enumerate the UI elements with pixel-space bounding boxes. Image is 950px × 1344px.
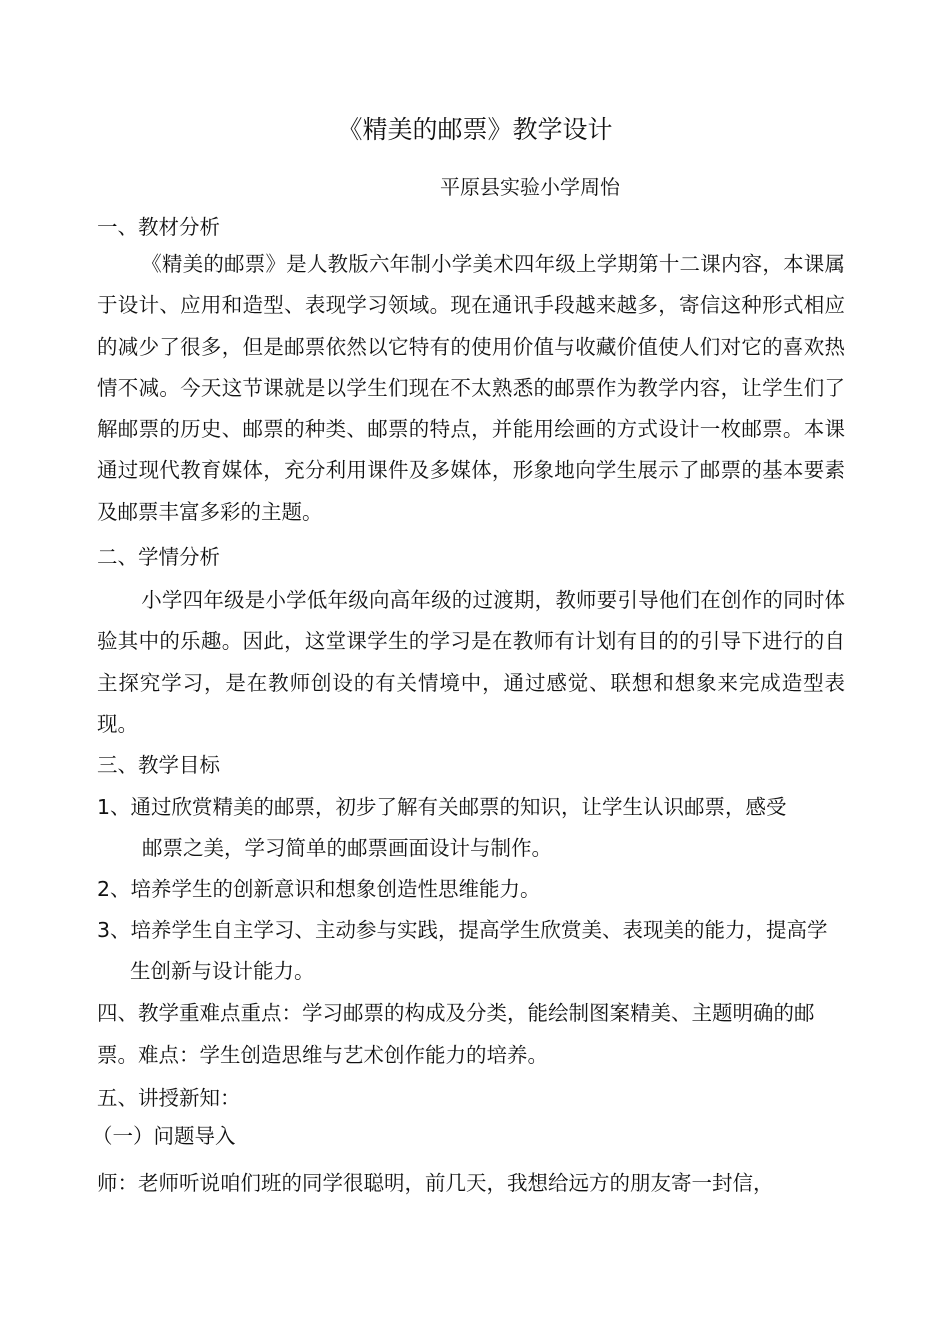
- section-paragraph-1: [97, 244, 845, 533]
- goal-2: 2、培养学生的创新意识和想象创造性思维能力。: [97, 877, 541, 901]
- section-heading-2: 二、学情分析: [97, 545, 220, 569]
- paragraph-text-2: 小学四年级是小学低年级向高年级的过渡期，教师要引导他们在创作的同时体验其中的乐趣。因此，这堂课学生的学习是在教师有计划有目的的引导下进行的自主探究学习，是在教师创设的有关情境中，通过感觉、联想和想象来完成造型表现。: [97, 588, 845, 736]
- document-author: 平原县实验小学周怡: [440, 175, 620, 199]
- document-title: 《精美的邮票》教学设计: [337, 115, 613, 144]
- section-heading-5: 五、讲授新知：: [97, 1086, 241, 1110]
- goal-3-line-2: 生创新与设计能力。: [130, 959, 315, 983]
- dialogue-text: 师：老师听说咱们班的同学很聪明，前几天，我想给远方的朋友寄一封信，: [97, 1171, 774, 1195]
- goal-3-line-1: 3、培养学生自主学习、主动参与实践，提高学生欣赏美、表现美的能力，提高学: [97, 918, 828, 942]
- section-heading-3: 三、教学目标: [97, 753, 220, 777]
- section-4-line-1: 四、教学重难点重点：学习邮票的构成及分类，能绘制图案精美、主题明确的邮: [97, 1001, 815, 1025]
- section-paragraph-2: [97, 580, 845, 745]
- section-4-line-2: 票。难点：学生创造思维与艺术创作能力的培养。: [97, 1043, 548, 1067]
- subsection-heading: （一）问题导入: [92, 1124, 236, 1148]
- goal-1-line-2: 邮票之美，学习简单的邮票画面设计与制作。: [142, 836, 552, 860]
- section-heading-1: 一、教材分析: [97, 215, 220, 239]
- paragraph-text-1: 《精美的邮票》是人教版六年制小学美术四年级上学期第十二课内容，本课属于设计、应用和造型、表现学习领域。现在通讯手段越来越多，寄信这种形式相应的减少了很多，但是邮票依然以它特有的使用价值与收藏价值使人们对它的喜欢热情不减。今天这节课就是以学生们现在不太熟悉的邮票作为教学内容，让学生们了解邮票的历史、邮票的种类、邮票的特点，并能用绘画的方式设计一枚邮票。本课通过现代教育媒体，充分利用课件及多媒体，形象地向学生展示了邮票的基本要素及邮票丰富多彩的主题。: [97, 252, 845, 524]
- goal-1-line-1: 1、通过欣赏精美的邮票，初步了解有关邮票的知识，让学生认识邮票，感受: [97, 795, 787, 819]
